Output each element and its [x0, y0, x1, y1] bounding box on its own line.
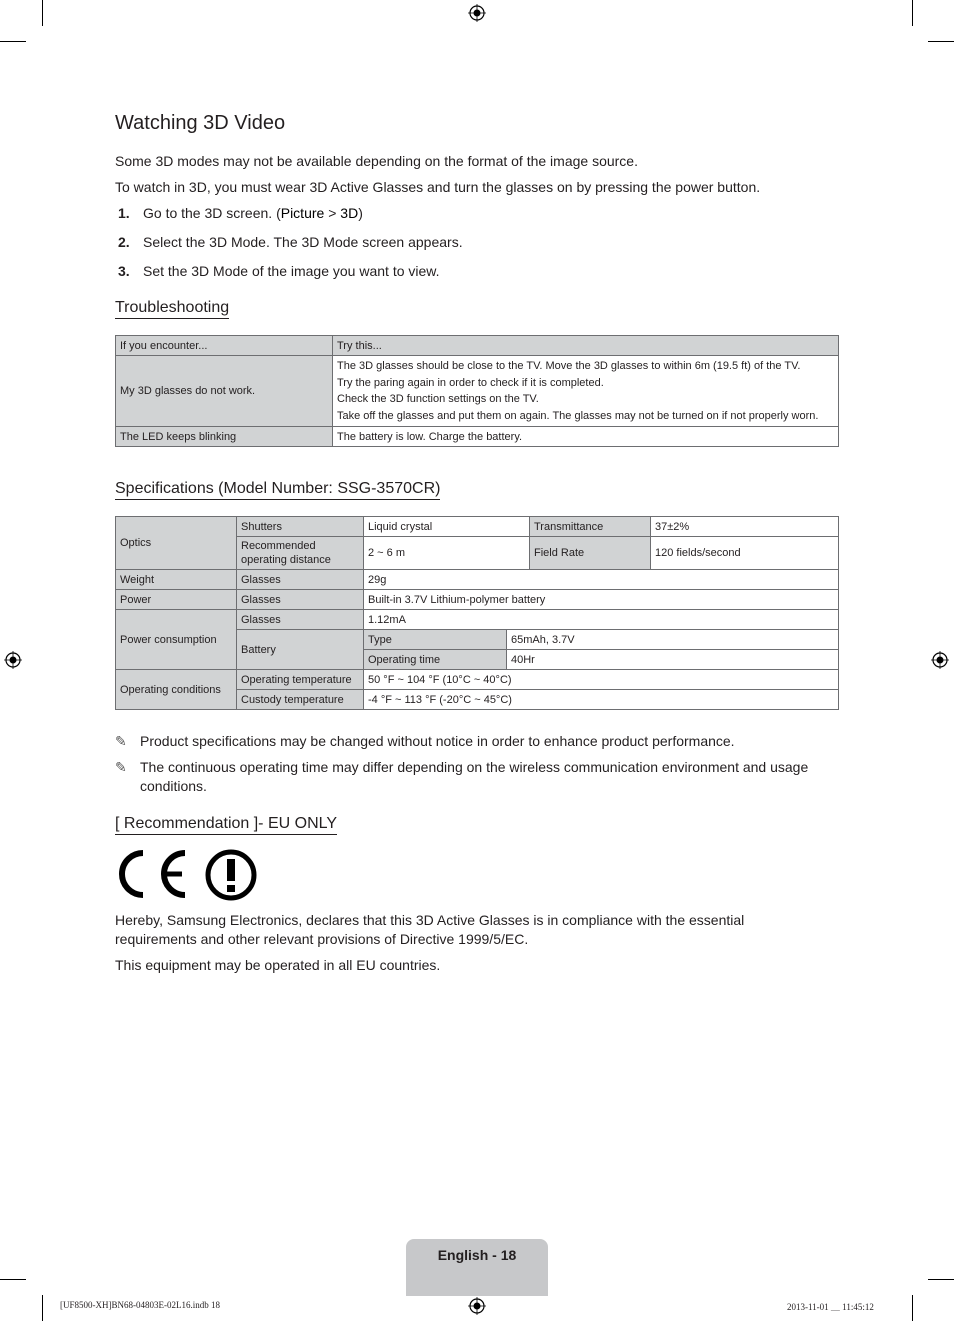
spec-value: 29g [364, 570, 839, 590]
spec-label: Custody temperature [237, 690, 364, 710]
spec-label: Operating time [364, 650, 507, 670]
troubleshooting-title: Troubleshooting [115, 298, 229, 319]
step-item: 1. Go to the 3D screen. (Picture > 3D) [115, 205, 363, 221]
problem-cell: The LED keeps blinking [116, 427, 333, 447]
spec-category: Power consumption [116, 610, 237, 670]
note-item: ✎ Product specifications may be changed without notice in order to enhance product performance. [115, 733, 735, 749]
page-title: Watching 3D Video [115, 112, 286, 134]
spec-value: 50 °F ~ 104 °F (10°C ~ 40°C) [364, 670, 839, 690]
spec-label: Battery [237, 630, 364, 670]
declaration-paragraph: Hereby, Samsung Electronics, declares that this 3D Active Glasses is in compliance with the essential requirements and other relevant provisions of Directive 1999/5/EC. [115, 912, 745, 947]
table-row [116, 427, 839, 447]
intro-paragraph: Some 3D modes may not be available depending on the format of the image source. [115, 153, 638, 169]
table-row [116, 610, 839, 630]
spec-label: Shutters [237, 517, 364, 537]
spec-label: Field Rate [530, 537, 651, 570]
step-item: 2. Select the 3D Mode. The 3D Mode screen appears. [115, 234, 463, 250]
header-cell: If you encounter... [116, 336, 333, 356]
registration-mark-icon [468, 1297, 486, 1315]
crop-mark [912, 0, 913, 26]
page-number-tab: English - 18 [406, 1239, 548, 1296]
spec-label: Glasses [237, 590, 364, 610]
crop-mark [928, 41, 954, 42]
header-cell: Try this... [333, 336, 839, 356]
step-number: 1. [118, 205, 130, 221]
crop-mark [0, 41, 26, 42]
spec-label: Recommended operating distance [237, 537, 364, 570]
file-slug: [UF8500-XH]BN68-04803E-02L16.indb 18 [60, 1300, 220, 1310]
registration-mark-icon [468, 4, 486, 22]
table-row [116, 517, 839, 537]
declaration-paragraph: This equipment may be operated in all EU countries. [115, 957, 441, 973]
spec-category: Operating conditions [116, 670, 237, 710]
problem-cell: My 3D glasses do not work. [116, 356, 333, 427]
solution-cell: The 3D glasses should be close to the TV. Move the 3D glasses to within 6m (19.5 ft) of the TV. Try the paring again in order to check if it is completed. Check the 3D function settings on the TV. Take off the glasses and put them on again. The glasses may not be turned on if not properly worn. [333, 356, 839, 427]
spec-value: 1.12mA [364, 610, 839, 630]
spec-value: 2 ~ 6 m [364, 537, 530, 570]
recommendation-title: [ Recommendation ]- EU ONLY [115, 814, 337, 835]
spec-value: 37±2% [651, 517, 839, 537]
spec-value: 120 fields/second [651, 537, 839, 570]
intro-paragraph: To watch in 3D, you must wear 3D Active Glasses and turn the glasses on by pressing the power button. [115, 179, 761, 195]
spec-value: -4 °F ~ 113 °F (-20°C ~ 45°C) [364, 690, 839, 710]
timestamp-slug: 2013-11-01 ＿ 11:45:12 [787, 1302, 874, 1312]
specifications-title: Specifications (Model Number: SSG-3570CR) [115, 479, 440, 500]
table-row [116, 670, 839, 690]
table-row [116, 356, 839, 427]
spec-label: Type [364, 630, 507, 650]
spec-category: Weight [116, 570, 237, 590]
menu-path-picture: Picture [280, 205, 325, 221]
crop-mark [912, 1295, 913, 1321]
spec-category: Optics [116, 517, 237, 570]
specifications-table [115, 516, 839, 710]
registration-mark-icon [931, 651, 949, 669]
table-row [116, 570, 839, 590]
spec-label: Operating temperature [237, 670, 364, 690]
pencil-note-icon: ✎ [115, 733, 127, 749]
note-item: ✎ The continuous operating time may differ depending on the wireless communication environment and usage conditions. [115, 759, 809, 794]
spec-label: Transmittance [530, 517, 651, 537]
step-number: 3. [118, 263, 130, 279]
spec-value: Built-in 3.7V Lithium-polymer battery [364, 590, 839, 610]
table-row [116, 590, 839, 610]
spec-label: Glasses [237, 610, 364, 630]
crop-mark [42, 0, 43, 26]
alert-mark-icon [204, 848, 258, 902]
pencil-note-icon: ✎ [115, 759, 127, 775]
step-item: 3. Set the 3D Mode of the image you want to view. [115, 263, 440, 279]
menu-path-3d: 3D [340, 205, 359, 221]
troubleshooting-table [115, 335, 839, 447]
solution-cell: The battery is low. Charge the battery. [333, 427, 839, 447]
spec-label: Glasses [237, 570, 364, 590]
table-header-row [116, 336, 839, 356]
step-number: 2. [118, 234, 130, 250]
crop-mark [42, 1295, 43, 1321]
spec-category: Power [116, 590, 237, 610]
crop-mark [0, 1279, 26, 1280]
spec-value: 65mAh, 3.7V [507, 630, 839, 650]
registration-mark-icon [4, 651, 22, 669]
spec-value: 40Hr [507, 650, 839, 670]
crop-mark [928, 1279, 954, 1280]
spec-value: Liquid crystal [364, 517, 530, 537]
